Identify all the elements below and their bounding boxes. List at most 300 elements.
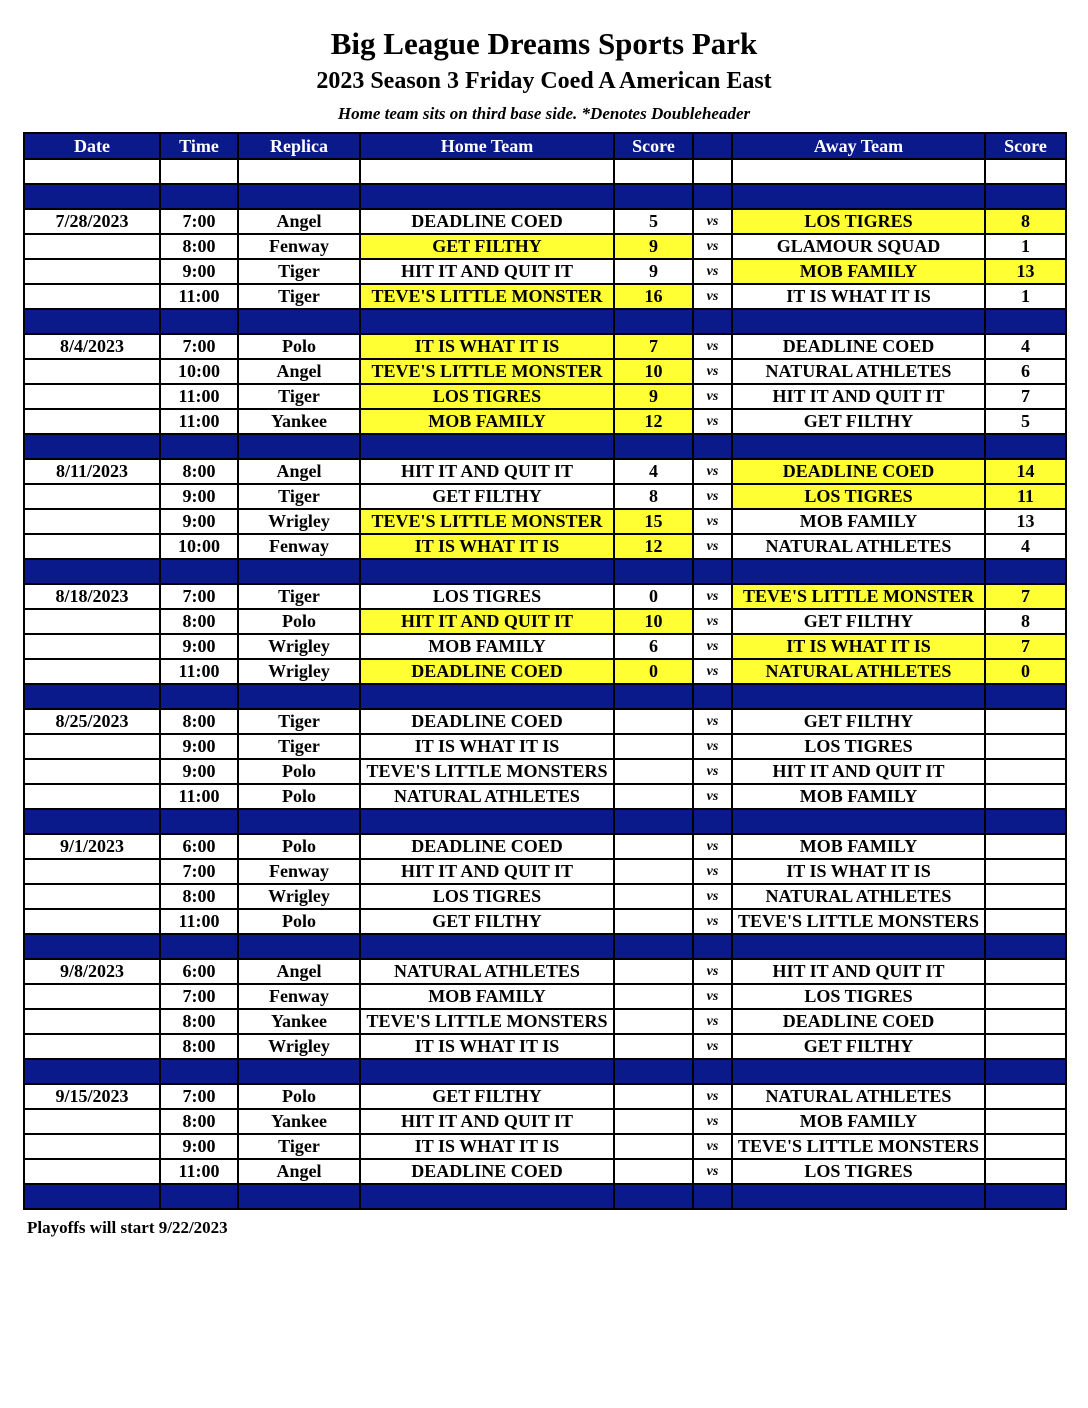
game-time: 11:00 (160, 284, 238, 309)
game-time: 9:00 (160, 1134, 238, 1159)
away-team: DEADLINE COED (732, 459, 985, 484)
away-score (985, 834, 1066, 859)
away-score (985, 709, 1066, 734)
game-time: 7:00 (160, 209, 238, 234)
game-field: Tiger (238, 734, 360, 759)
vs-label: vs (693, 509, 732, 534)
schedule-body (24, 159, 1066, 1209)
home-score: 6 (614, 634, 693, 659)
vs-label: vs (693, 484, 732, 509)
vs-label: vs (693, 534, 732, 559)
game-row (24, 234, 1066, 259)
away-team: NATURAL ATHLETES (732, 1084, 985, 1109)
away-team: IT IS WHAT IT IS (732, 284, 985, 309)
away-score: 8 (985, 609, 1066, 634)
game-row (24, 659, 1066, 684)
header-home-score: Score (614, 133, 693, 159)
game-row (24, 384, 1066, 409)
vs-label: vs (693, 1009, 732, 1034)
home-team: DEADLINE COED (360, 209, 614, 234)
away-score (985, 1159, 1066, 1184)
away-team: GET FILTHY (732, 709, 985, 734)
game-time: 9:00 (160, 484, 238, 509)
vs-label: vs (693, 409, 732, 434)
week-separator (24, 684, 1066, 709)
game-date-empty (24, 359, 160, 384)
header-vs (693, 133, 732, 159)
game-row (24, 359, 1066, 384)
game-time: 8:00 (160, 459, 238, 484)
vs-label: vs (693, 1034, 732, 1059)
game-date-empty (24, 1159, 160, 1184)
home-team: GET FILTHY (360, 234, 614, 259)
game-field: Polo (238, 334, 360, 359)
home-score (614, 884, 693, 909)
home-score: 12 (614, 534, 693, 559)
schedule-table (23, 132, 1067, 1210)
game-time: 8:00 (160, 1034, 238, 1059)
game-field: Fenway (238, 234, 360, 259)
away-team: GLAMOUR SQUAD (732, 234, 985, 259)
game-row (24, 959, 1066, 984)
game-row (24, 534, 1066, 559)
game-date-empty (24, 759, 160, 784)
home-score (614, 759, 693, 784)
week-separator (24, 309, 1066, 334)
game-field: Polo (238, 1084, 360, 1109)
game-row (24, 1009, 1066, 1034)
home-score (614, 1134, 693, 1159)
home-team: DEADLINE COED (360, 1159, 614, 1184)
away-team: MOB FAMILY (732, 784, 985, 809)
game-field: Polo (238, 609, 360, 634)
header-away-team: Away Team (732, 133, 985, 159)
vs-label: vs (693, 209, 732, 234)
game-row (24, 1034, 1066, 1059)
game-field: Polo (238, 909, 360, 934)
game-row (24, 484, 1066, 509)
header-date: Date (24, 133, 160, 159)
away-team: MOB FAMILY (732, 509, 985, 534)
home-team: HIT IT AND QUIT IT (360, 1109, 614, 1134)
home-team: NATURAL ATHLETES (360, 784, 614, 809)
vs-label: vs (693, 984, 732, 1009)
game-date-empty (24, 384, 160, 409)
game-date-empty (24, 409, 160, 434)
game-date: 9/15/2023 (24, 1084, 160, 1109)
vs-label: vs (693, 959, 732, 984)
away-team: HIT IT AND QUIT IT (732, 959, 985, 984)
vs-label: vs (693, 234, 732, 259)
game-field: Angel (238, 209, 360, 234)
away-team: NATURAL ATHLETES (732, 884, 985, 909)
blank-row (24, 159, 1066, 184)
vs-label: vs (693, 359, 732, 384)
game-row (24, 284, 1066, 309)
away-team: NATURAL ATHLETES (732, 359, 985, 384)
game-field: Yankee (238, 409, 360, 434)
away-score: 7 (985, 384, 1066, 409)
page-subtitle: 2023 Season 3 Friday Coed A American East (316, 68, 772, 94)
home-team: HIT IT AND QUIT IT (360, 459, 614, 484)
home-team: GET FILTHY (360, 484, 614, 509)
vs-label: vs (693, 1084, 732, 1109)
game-field: Yankee (238, 1009, 360, 1034)
game-row (24, 734, 1066, 759)
vs-label: vs (693, 659, 732, 684)
week-separator (24, 434, 1066, 459)
game-date: 9/1/2023 (24, 834, 160, 859)
game-row (24, 609, 1066, 634)
home-score: 5 (614, 209, 693, 234)
home-team: MOB FAMILY (360, 984, 614, 1009)
game-time: 8:00 (160, 1009, 238, 1034)
home-score (614, 834, 693, 859)
game-date-empty (24, 1109, 160, 1134)
game-field: Tiger (238, 1134, 360, 1159)
away-score: 7 (985, 584, 1066, 609)
game-row (24, 909, 1066, 934)
week-separator (24, 1184, 1066, 1209)
game-row (24, 634, 1066, 659)
game-row (24, 459, 1066, 484)
away-team: NATURAL ATHLETES (732, 659, 985, 684)
game-field: Fenway (238, 534, 360, 559)
vs-label: vs (693, 609, 732, 634)
game-row (24, 784, 1066, 809)
game-row (24, 509, 1066, 534)
away-team: IT IS WHAT IT IS (732, 859, 985, 884)
away-team: MOB FAMILY (732, 834, 985, 859)
game-date-empty (24, 984, 160, 1009)
home-score (614, 1009, 693, 1034)
home-team: TEVE'S LITTLE MONSTER (360, 284, 614, 309)
game-field: Angel (238, 1159, 360, 1184)
game-date: 8/25/2023 (24, 709, 160, 734)
away-score (985, 1134, 1066, 1159)
game-date-empty (24, 484, 160, 509)
away-score: 1 (985, 234, 1066, 259)
away-team: MOB FAMILY (732, 259, 985, 284)
away-score (985, 884, 1066, 909)
home-team: HIT IT AND QUIT IT (360, 259, 614, 284)
home-score: 9 (614, 234, 693, 259)
away-score: 4 (985, 534, 1066, 559)
game-time: 8:00 (160, 709, 238, 734)
game-time: 11:00 (160, 909, 238, 934)
game-row (24, 859, 1066, 884)
home-score (614, 859, 693, 884)
header-time: Time (160, 133, 238, 159)
vs-label: vs (693, 709, 732, 734)
playoffs-note: Playoffs will start 9/22/2023 (27, 1218, 228, 1237)
game-field: Wrigley (238, 509, 360, 534)
home-score: 10 (614, 609, 693, 634)
game-time: 11:00 (160, 384, 238, 409)
home-score (614, 734, 693, 759)
home-score: 7 (614, 334, 693, 359)
away-team: IT IS WHAT IT IS (732, 634, 985, 659)
away-team: TEVE'S LITTLE MONSTERS (732, 909, 985, 934)
home-team: LOS TIGRES (360, 884, 614, 909)
game-time: 9:00 (160, 259, 238, 284)
schedule-note: Home team sits on third base side. *Denotes Doubleheader (337, 104, 751, 123)
home-team: DEADLINE COED (360, 659, 614, 684)
game-row (24, 984, 1066, 1009)
game-row (24, 209, 1066, 234)
away-score (985, 1009, 1066, 1034)
home-score (614, 709, 693, 734)
vs-label: vs (693, 584, 732, 609)
game-row (24, 1159, 1066, 1184)
game-field: Angel (238, 359, 360, 384)
vs-label: vs (693, 1109, 732, 1134)
home-team: IT IS WHAT IT IS (360, 1034, 614, 1059)
away-score (985, 1109, 1066, 1134)
away-score (985, 734, 1066, 759)
game-date-empty (24, 509, 160, 534)
page-title: Big League Dreams Sports Park (330, 26, 758, 61)
away-team: LOS TIGRES (732, 484, 985, 509)
home-score (614, 1034, 693, 1059)
game-date-empty (24, 259, 160, 284)
home-score: 10 (614, 359, 693, 384)
game-time: 9:00 (160, 759, 238, 784)
game-time: 8:00 (160, 884, 238, 909)
game-row (24, 1084, 1066, 1109)
game-time: 11:00 (160, 659, 238, 684)
home-score (614, 984, 693, 1009)
game-row (24, 759, 1066, 784)
home-team: NATURAL ATHLETES (360, 959, 614, 984)
game-date-empty (24, 734, 160, 759)
away-score (985, 959, 1066, 984)
home-score: 9 (614, 384, 693, 409)
game-field: Angel (238, 459, 360, 484)
vs-label: vs (693, 384, 732, 409)
vs-label: vs (693, 834, 732, 859)
game-field: Tiger (238, 484, 360, 509)
game-date: 7/28/2023 (24, 209, 160, 234)
home-score: 9 (614, 259, 693, 284)
game-field: Tiger (238, 284, 360, 309)
home-score: 16 (614, 284, 693, 309)
away-score (985, 984, 1066, 1009)
home-score: 0 (614, 659, 693, 684)
game-date: 8/18/2023 (24, 584, 160, 609)
game-row (24, 1134, 1066, 1159)
game-row (24, 409, 1066, 434)
home-team: TEVE'S LITTLE MONSTER (360, 359, 614, 384)
game-date-empty (24, 534, 160, 559)
week-separator (24, 809, 1066, 834)
vs-label: vs (693, 734, 732, 759)
game-date-empty (24, 1134, 160, 1159)
game-date-empty (24, 909, 160, 934)
home-team: IT IS WHAT IT IS (360, 534, 614, 559)
game-field: Polo (238, 784, 360, 809)
vs-label: vs (693, 259, 732, 284)
home-team: GET FILTHY (360, 1084, 614, 1109)
away-team: LOS TIGRES (732, 209, 985, 234)
away-score: 4 (985, 334, 1066, 359)
away-score (985, 784, 1066, 809)
game-time: 7:00 (160, 1084, 238, 1109)
away-team: NATURAL ATHLETES (732, 534, 985, 559)
vs-label: vs (693, 459, 732, 484)
away-team: HIT IT AND QUIT IT (732, 384, 985, 409)
game-date: 9/8/2023 (24, 959, 160, 984)
home-team: DEADLINE COED (360, 709, 614, 734)
away-score: 14 (985, 459, 1066, 484)
game-time: 7:00 (160, 334, 238, 359)
game-field: Tiger (238, 584, 360, 609)
away-score: 7 (985, 634, 1066, 659)
game-field: Wrigley (238, 634, 360, 659)
game-field: Angel (238, 959, 360, 984)
home-score (614, 909, 693, 934)
home-team: MOB FAMILY (360, 409, 614, 434)
away-team: LOS TIGRES (732, 734, 985, 759)
away-team: MOB FAMILY (732, 1109, 985, 1134)
game-time: 8:00 (160, 234, 238, 259)
home-team: GET FILTHY (360, 909, 614, 934)
header-row (24, 133, 1066, 159)
game-row (24, 884, 1066, 909)
game-field: Wrigley (238, 884, 360, 909)
away-team: HIT IT AND QUIT IT (732, 759, 985, 784)
away-score: 6 (985, 359, 1066, 384)
game-date-empty (24, 859, 160, 884)
home-team: IT IS WHAT IT IS (360, 334, 614, 359)
home-team: TEVE'S LITTLE MONSTERS (360, 1009, 614, 1034)
game-date-empty (24, 1034, 160, 1059)
game-field: Fenway (238, 984, 360, 1009)
game-field: Wrigley (238, 659, 360, 684)
game-time: 9:00 (160, 634, 238, 659)
game-time: 9:00 (160, 734, 238, 759)
home-score (614, 1109, 693, 1134)
away-score (985, 1034, 1066, 1059)
home-team: HIT IT AND QUIT IT (360, 609, 614, 634)
away-score (985, 909, 1066, 934)
game-date-empty (24, 784, 160, 809)
vs-label: vs (693, 634, 732, 659)
game-row (24, 259, 1066, 284)
home-score (614, 1084, 693, 1109)
game-field: Fenway (238, 859, 360, 884)
home-score (614, 959, 693, 984)
vs-label: vs (693, 334, 732, 359)
game-time: 7:00 (160, 859, 238, 884)
vs-label: vs (693, 1134, 732, 1159)
game-date-empty (24, 234, 160, 259)
home-team: LOS TIGRES (360, 584, 614, 609)
home-score: 0 (614, 584, 693, 609)
away-score: 13 (985, 509, 1066, 534)
vs-label: vs (693, 884, 732, 909)
away-score: 11 (985, 484, 1066, 509)
game-date-empty (24, 1009, 160, 1034)
home-score (614, 1159, 693, 1184)
game-time: 8:00 (160, 609, 238, 634)
week-separator (24, 184, 1066, 209)
game-field: Yankee (238, 1109, 360, 1134)
home-score: 8 (614, 484, 693, 509)
away-score: 0 (985, 659, 1066, 684)
game-field: Polo (238, 759, 360, 784)
week-separator (24, 934, 1066, 959)
game-date-empty (24, 609, 160, 634)
game-date-empty (24, 634, 160, 659)
away-team: GET FILTHY (732, 609, 985, 634)
away-score: 1 (985, 284, 1066, 309)
game-field: Tiger (238, 384, 360, 409)
away-team: DEADLINE COED (732, 334, 985, 359)
game-row (24, 334, 1066, 359)
away-team: LOS TIGRES (732, 1159, 985, 1184)
home-team: IT IS WHAT IT IS (360, 734, 614, 759)
home-team: IT IS WHAT IT IS (360, 1134, 614, 1159)
home-team: LOS TIGRES (360, 384, 614, 409)
vs-label: vs (693, 784, 732, 809)
game-time: 11:00 (160, 1159, 238, 1184)
game-date: 8/4/2023 (24, 334, 160, 359)
away-team: DEADLINE COED (732, 1009, 985, 1034)
game-time: 9:00 (160, 509, 238, 534)
vs-label: vs (693, 859, 732, 884)
game-row (24, 1109, 1066, 1134)
away-team: GET FILTHY (732, 409, 985, 434)
header-home-team: Home Team (360, 133, 614, 159)
away-score (985, 759, 1066, 784)
away-score (985, 1084, 1066, 1109)
game-time: 10:00 (160, 359, 238, 384)
home-score: 15 (614, 509, 693, 534)
away-team: TEVE'S LITTLE MONSTERS (732, 1134, 985, 1159)
game-row (24, 834, 1066, 859)
home-team: HIT IT AND QUIT IT (360, 859, 614, 884)
game-time: 6:00 (160, 959, 238, 984)
game-time: 10:00 (160, 534, 238, 559)
home-team: TEVE'S LITTLE MONSTERS (360, 759, 614, 784)
away-score: 13 (985, 259, 1066, 284)
week-separator (24, 1059, 1066, 1084)
home-score (614, 784, 693, 809)
game-time: 11:00 (160, 409, 238, 434)
game-time: 7:00 (160, 584, 238, 609)
home-team: DEADLINE COED (360, 834, 614, 859)
game-time: 6:00 (160, 834, 238, 859)
game-date-empty (24, 284, 160, 309)
header-away-score: Score (985, 133, 1066, 159)
game-date-empty (24, 659, 160, 684)
home-score: 12 (614, 409, 693, 434)
game-field: Tiger (238, 709, 360, 734)
game-date: 8/11/2023 (24, 459, 160, 484)
header-replica: Replica (238, 133, 360, 159)
game-row (24, 709, 1066, 734)
game-time: 11:00 (160, 784, 238, 809)
away-team: TEVE'S LITTLE MONSTER (732, 584, 985, 609)
game-time: 7:00 (160, 984, 238, 1009)
vs-label: vs (693, 909, 732, 934)
away-score: 5 (985, 409, 1066, 434)
away-team: GET FILTHY (732, 1034, 985, 1059)
home-team: TEVE'S LITTLE MONSTER (360, 509, 614, 534)
home-team: MOB FAMILY (360, 634, 614, 659)
game-field: Wrigley (238, 1034, 360, 1059)
